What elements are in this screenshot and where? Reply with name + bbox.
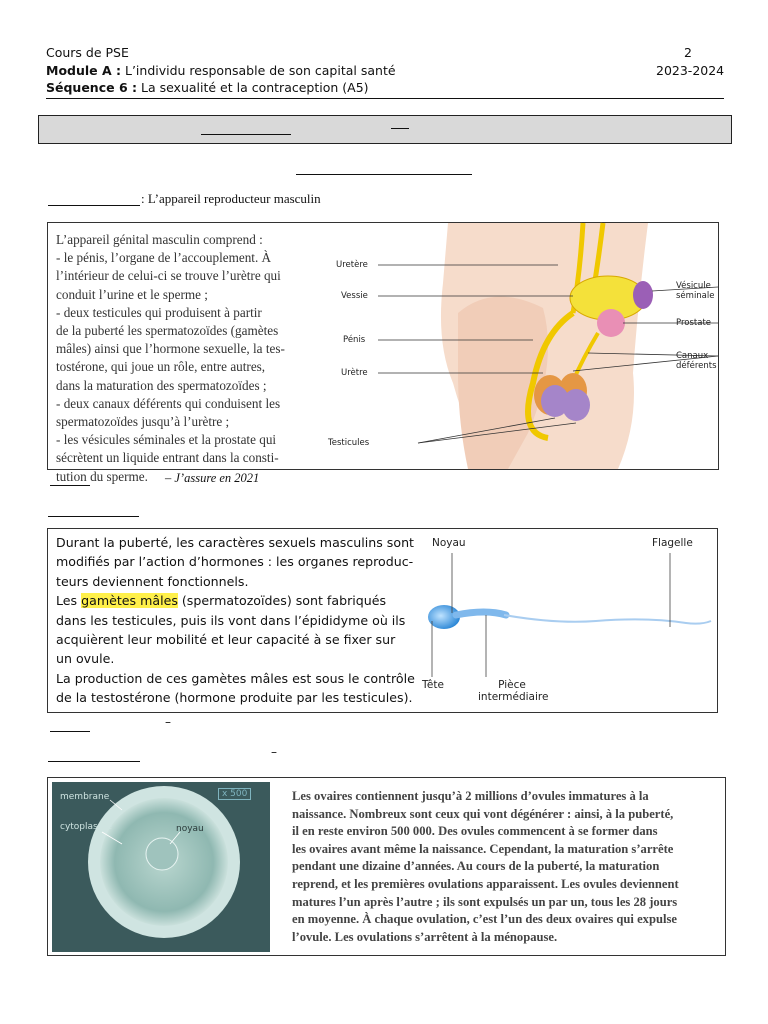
text-line (56, 591, 416, 610)
zoom-badge: x 500 (218, 788, 251, 800)
section1-blank (48, 205, 140, 206)
label-noyau-ovule: noyau (176, 824, 204, 834)
source1-blank (50, 485, 90, 486)
sperm-figure (47, 528, 718, 713)
text-line: un ovule. (56, 651, 115, 667)
label-tete: Tête (422, 679, 444, 691)
label-uretre: Urètre (341, 368, 368, 378)
sequence-label: Séquence 6 : (46, 80, 137, 95)
text-line: pendant une dizaine d’années. Au cours de la puberté, la maturation (292, 859, 660, 874)
highlight-gametes-males: gamètes mâles (81, 593, 178, 609)
text-line: Les ovaires contiennent jusqu’à 2 millions d’ovules immatures à la (292, 789, 649, 803)
text-line: les ovaires avant même la naissance. Cependant, la maturation s’arrête (292, 841, 674, 856)
text-line: - le pénis, l’organe de l’accouplement. À (56, 250, 272, 266)
sperm-text (56, 533, 416, 708)
label-piece-intermediaire (478, 679, 549, 703)
text-line: Durant la puberté, les caractères sexuels masculins sont (56, 535, 414, 550)
text-line: - deux canaux déférents qui conduisent les (56, 395, 281, 411)
spermatozoid-illustration (416, 529, 716, 712)
text-line: acquièrent leur mobilité et leur capacité à se fixer sur (56, 632, 396, 648)
school-year: 2023-2024 (656, 63, 725, 78)
section2-blank (48, 516, 139, 517)
section3-blank (48, 761, 140, 762)
text-line: dans la maturation des spermatozoïdes ; (56, 377, 267, 393)
text-line: il en reste environ 500 000. Des ovules commencent à se former dans (292, 824, 658, 839)
ovule-text (292, 788, 722, 946)
male-reproductive-illustration (318, 223, 718, 469)
text-line: de la testostérone (hormone produite par les testicules). (56, 690, 413, 706)
module-title: L’individu responsable de son capital santé (121, 63, 396, 78)
label-prostate: Prostate (676, 318, 712, 328)
text-line: naissance. Nombreux sont ceux qui vont dégénérer : ainsi, à la puberté, (292, 806, 674, 821)
label-cytoplasme: cytoplasme (60, 822, 113, 832)
label-membrane: membrane (60, 792, 110, 802)
text-fragment: Les (56, 593, 82, 609)
label-noyau: Noyau (432, 537, 466, 549)
title-blank-1 (201, 134, 291, 135)
subtitle-blank (296, 174, 472, 175)
text-line: L’appareil génital masculin comprend : (56, 232, 263, 247)
text-line: mâles) ainsi que l’hormone sexuelle, la tes- (56, 341, 285, 357)
text-line: modifiés par l’action d’hormones : les organes reproduc- (56, 554, 414, 570)
text-line: tostérone, qui joue un rôle, entre autres, (56, 359, 266, 375)
text-line: sécrètent un liquide entrant dans la consti- (56, 450, 279, 466)
text-line: en moyenne. À chaque ovulation, c’est l’un des deux ovaires qui expulse (292, 912, 677, 927)
label-vessie: Vessie (341, 291, 368, 301)
text-line: - les vésicules séminales et la prostate qui (56, 432, 277, 448)
label-uretere: Uretère (336, 260, 368, 270)
title-blank-2 (391, 128, 409, 129)
text-line: l’ovule. Les ovulations s’arrêtent à la ménopause. (292, 929, 558, 944)
text-line: l’intérieur de celui-ci se trouve l’urètre qui (56, 268, 281, 284)
text-line: - deux testicules qui produisent à partir (56, 304, 262, 320)
sequence-title: La sexualité et la contraception (A5) (137, 80, 369, 95)
title-bar (38, 115, 732, 144)
text-line: de la puberté les spermatozoïdes (gamètes (56, 323, 279, 339)
label-vesicule-seminale: Vésicule séminale (676, 281, 715, 301)
label-flagelle: Flagelle (652, 537, 693, 549)
label-piece-line2: intermédiaire (478, 691, 549, 703)
text-line: spermatozoïdes jusqu’à l’urètre ; (56, 414, 230, 430)
section3-dash: – (271, 745, 277, 759)
section1-title: : L’appareil reproducteur masculin (141, 191, 321, 206)
text-line: dans les testicules, puis ils vont dans l’épididyme où ils (56, 612, 406, 628)
sequence-line (46, 80, 369, 96)
text-line: La production de ces gamètes mâles est sous le contrôle (56, 670, 415, 686)
ovule-figure (47, 777, 726, 956)
male-anatomy-text (56, 231, 356, 486)
label-penis: Pénis (343, 335, 366, 345)
header-divider (46, 98, 724, 99)
module-label: Module A : (46, 63, 122, 78)
source2-blank (50, 731, 90, 732)
text-fragment: (spermatozoïdes) sont fabriqués (177, 593, 387, 609)
ovule-micrograph (52, 782, 270, 952)
text-line: conduit l’urine et le sperme ; (56, 286, 208, 302)
module-line (46, 63, 396, 79)
page-number: 2 (684, 45, 692, 60)
label-canaux-deferents: Canaux déférents (676, 351, 717, 371)
text-line: tution du sperme. (56, 468, 148, 484)
text-line: teurs deviennent fonctionnels. (56, 573, 249, 589)
source2-dash: – (165, 715, 171, 729)
text-line: matures l’un après l’autre ; ils sont expulsés un par un, tous les 28 jours (292, 894, 678, 909)
source1: – J’assure en 2021 (165, 471, 260, 485)
ovule-photo (52, 782, 270, 952)
label-testicules: Testicules (328, 438, 370, 448)
label-piece-line1: Pièce (498, 679, 526, 691)
course-title: Cours de PSE (46, 45, 129, 60)
text-line: reprend, et les premières ovulations apparaissent. Les ovules deviennent (292, 876, 679, 891)
